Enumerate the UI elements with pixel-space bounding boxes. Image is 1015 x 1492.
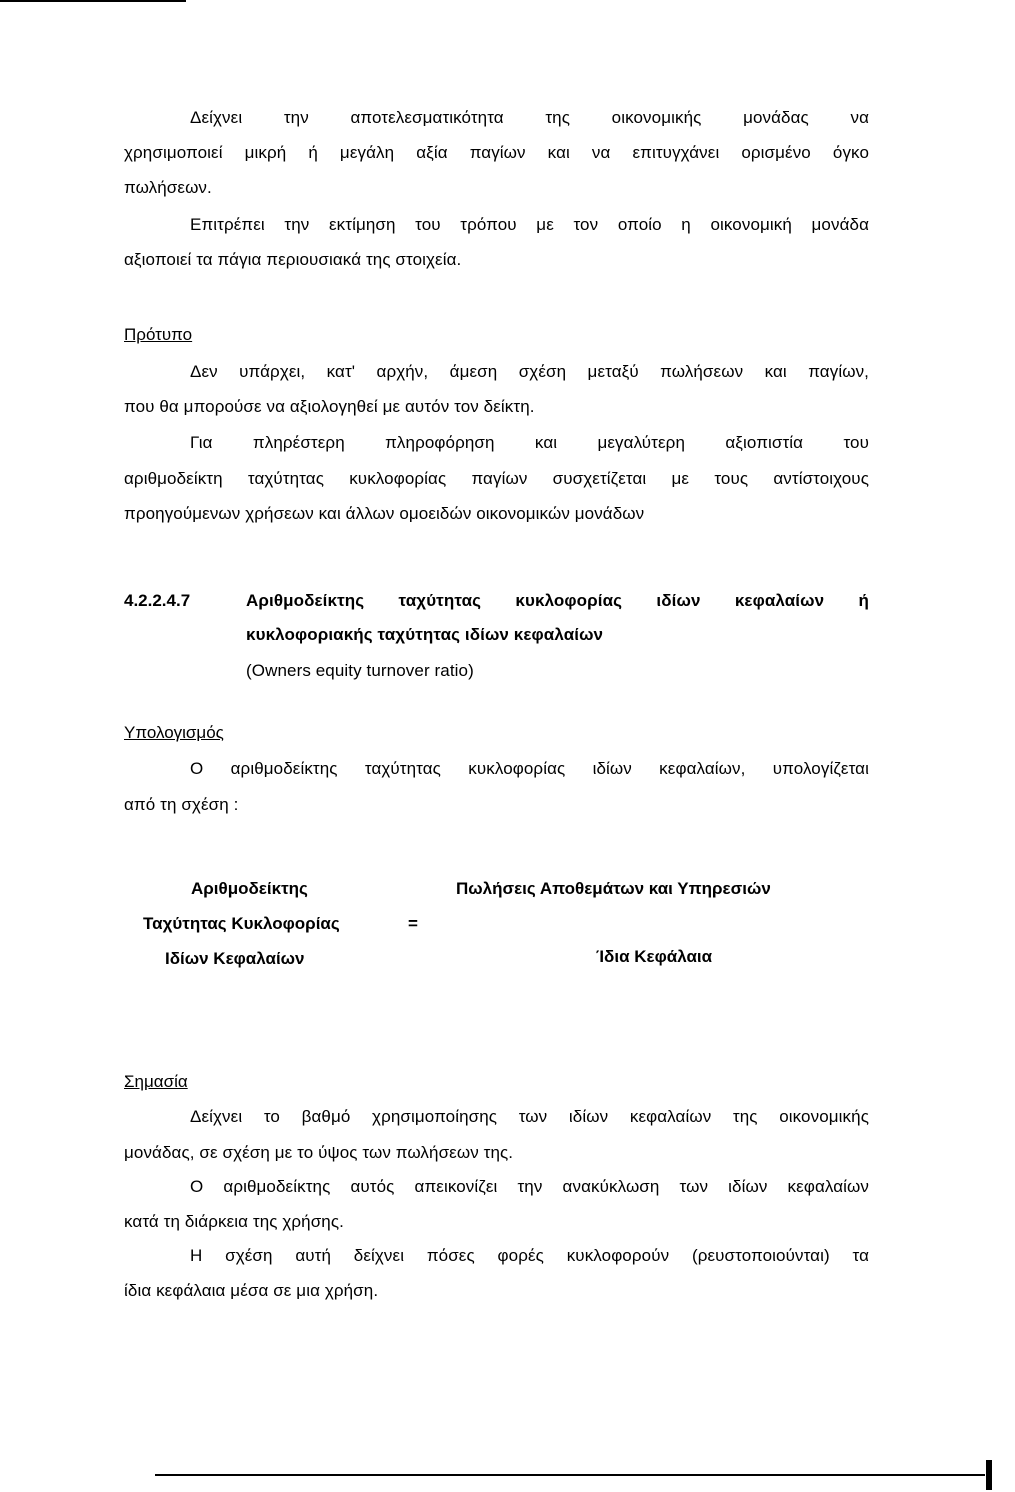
ypologismos-line2: από τη σχέση : [124, 795, 239, 814]
section-number: 4.2.2.4.7 [124, 591, 191, 610]
formula-denominator: Ίδια Κεφάλαια [596, 947, 713, 966]
formula-equals: = [408, 914, 418, 933]
formula-left-line2: Ταχύτητας Κυκλοφορίας [143, 914, 340, 933]
simasia-line2: μονάδας, σε σχέση με το ύψος των πωλήσεων της. [124, 1143, 514, 1162]
formula-numerator: Πωλήσεις Αποθεμάτων και Υπηρεσιών [456, 879, 771, 898]
p1-line2: χρησιμοποιεί μικρή ή μεγάλη αξία παγίων και να επιτυγχάνει ορισμένο όγκο [124, 143, 869, 162]
p2-line1: Επιτρέπει την εκτίμηση του τρόπου με τον οποίο η οικονομική μονάδα [190, 215, 869, 234]
simasia-line3: Ο αριθμοδείκτης αυτός απεικονίζει την ανακύκλωση των ιδίων κεφαλαίων [190, 1177, 869, 1196]
protypo-line2: που θα μπορούσε να αξιολογηθεί με αυτόν τον δείκτη. [124, 397, 535, 416]
protypo-heading: Πρότυπο [124, 325, 193, 344]
top-rule [0, 0, 186, 2]
simasia-line4: κατά τη διάρκεια της χρήσης. [124, 1212, 344, 1231]
bottom-rule [155, 1474, 985, 1476]
formula-left-line3: Ιδίων Κεφαλαίων [165, 949, 305, 968]
p2-line2: αξιοποιεί τα πάγια περιουσιακά της στοιχεία. [124, 250, 462, 269]
ypologismos-line1: Ο αριθμοδείκτης ταχύτητας κυκλοφορίας ιδίων κεφαλαίων, υπολογίζεται [190, 759, 869, 778]
bottom-rule-tick [986, 1460, 992, 1490]
simasia-line5: Η σχέση αυτή δείχνει πόσες φορές κυκλοφορούν (ρευστοποιούνται) τα [190, 1246, 869, 1265]
formula-left-line1: Αριθμοδείκτης [191, 879, 308, 898]
p1-line1: Δείχνει την αποτελεσματικότητα της οικονομικής μονάδας να [190, 108, 869, 127]
protypo-line1: Δεν υπάρχει, κατ' αρχήν, άμεση σχέση μεταξύ πωλήσεων και παγίων, [190, 362, 869, 381]
simasia-heading: Σημασία [124, 1072, 188, 1091]
ypologismos-heading: Υπολογισμός [124, 723, 224, 742]
protypo-line3: Για πληρέστερη πληροφόρηση και μεγαλύτερη αξιοπιστία του [190, 433, 869, 452]
simasia-line6: ίδια κεφάλαια μέσα σε μια χρήση. [124, 1281, 379, 1300]
simasia-line1: Δείχνει το βαθμό χρησιμοποίησης των ιδίων κεφαλαίων της οικονομικής [190, 1107, 869, 1126]
section-title-line2: κυκλοφοριακής ταχύτητας ιδίων κεφαλαίων [246, 625, 604, 644]
p1-line3: πωλήσεων. [124, 178, 212, 197]
section-title-line1: Αριθμοδείκτης ταχύτητας κυκλοφορίας ιδίων κεφαλαίων ή [246, 591, 869, 610]
section-subtitle: (Owners equity turnover ratio) [246, 661, 474, 680]
protypo-line4: αριθμοδείκτη ταχύτητας κυκλοφορίας παγίων συσχετίζεται με τους αντίστοιχους [124, 469, 869, 488]
protypo-line5: προηγούμενων χρήσεων και άλλων ομοειδών οικονομικών μονάδων [124, 504, 645, 523]
